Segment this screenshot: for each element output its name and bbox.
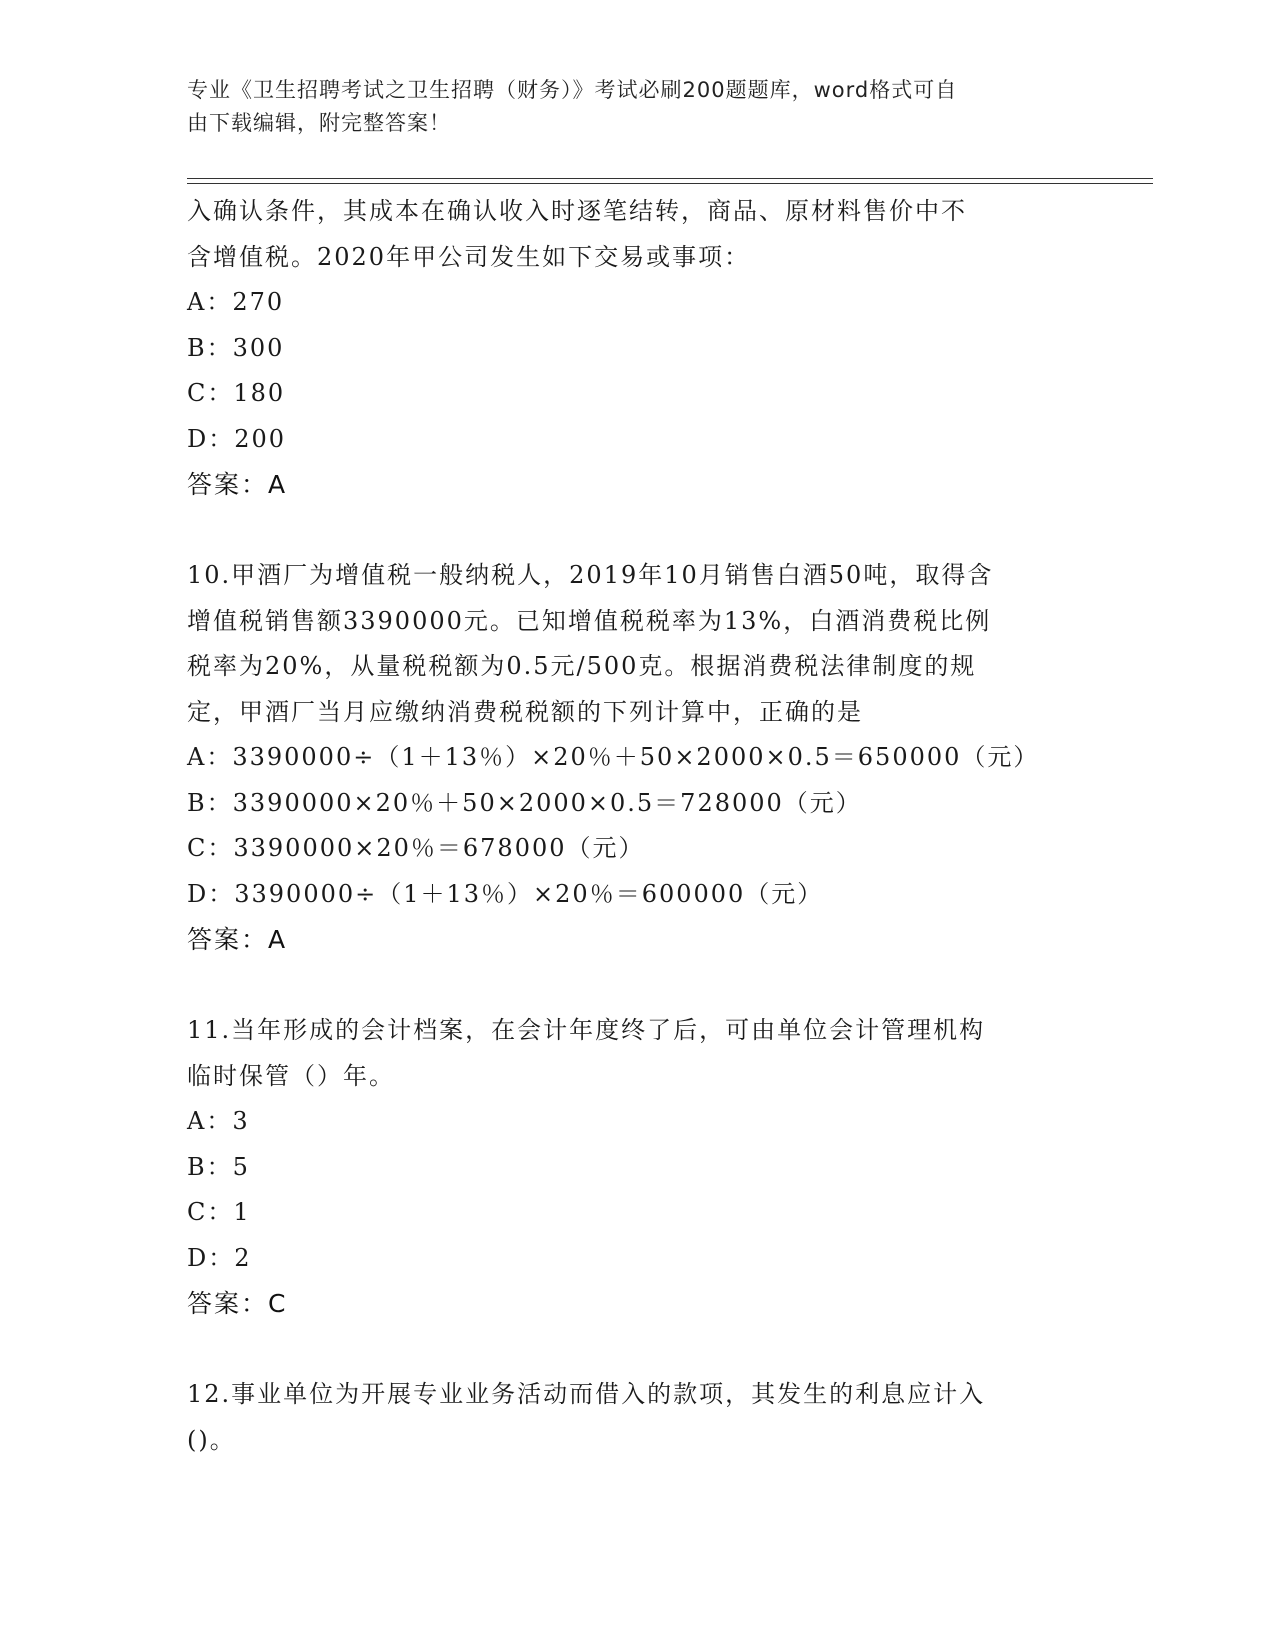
question-10-stem-line-1: 10.甲酒厂为增值税一般纳税人，2019年10月销售白酒50吨，取得含 <box>187 561 994 589</box>
question-10-option-d: D：3390000÷（1＋13％）×20％＝600000（元） <box>187 879 824 908</box>
question-10-option-c: C：3390000×20％＝678000（元） <box>187 834 645 862</box>
header-title-line-1: 专业《卫生招聘考试之卫生招聘（财务）》考试必刷200题题库，word格式可自 <box>187 78 958 102</box>
question-11-stem-line-1: 11.当年形成的会计档案，在会计年度终了后，可由单位会计管理机构 <box>187 1016 986 1044</box>
question-12 <box>187 1372 1087 1463</box>
question-9-option-b: B：300 <box>187 333 285 362</box>
question-10-stem-line-4: 定，甲酒厂当月应缴纳消费税税额的下列计算中，正确的是 <box>187 697 863 726</box>
question-list <box>187 189 1087 1463</box>
spacer <box>187 508 1087 554</box>
question-11-option-b: B：5 <box>187 1152 250 1181</box>
question-11-stem-line-2: 临时保管（）年。 <box>187 1061 395 1090</box>
question-12-stem-line-1: 12.事业单位为开展专业业务活动而借入的款项，其发生的利息应计入 <box>187 1380 986 1408</box>
question-11 <box>187 1008 1087 1327</box>
question-10-option-a: A：3390000÷（1＋13％）×20％＋50×2000×0.5＝650000（元） <box>187 743 1040 771</box>
question-9 <box>187 189 1087 508</box>
question-11-option-d: D：2 <box>187 1243 252 1272</box>
question-9-answer: 答案：A <box>187 470 288 499</box>
question-12-stem-line-2: ()。 <box>187 1425 236 1454</box>
question-10-option-b: B：3390000×20％＋50×2000×0.5＝728000（元） <box>187 788 862 817</box>
question-9-option-d: D：200 <box>187 424 287 453</box>
document-header <box>187 74 1067 140</box>
question-9-option-a: A：270 <box>187 288 285 316</box>
spacer <box>187 1327 1087 1373</box>
question-10 <box>187 553 1087 963</box>
header-divider-top <box>187 178 1153 179</box>
question-9-stem-line-2: 含增值税。2020年甲公司发生如下交易或事项： <box>187 242 751 271</box>
question-11-answer: 答案：C <box>187 1289 288 1318</box>
spacer <box>187 963 1087 1009</box>
question-9-stem-line-1: 入确认条件，其成本在确认收入时逐笔结转，商品、原材料售价中不 <box>187 197 967 225</box>
question-11-option-a: A：3 <box>187 1107 250 1135</box>
question-9-option-c: C：180 <box>187 379 286 407</box>
header-divider-bottom <box>187 183 1153 184</box>
question-10-stem-line-3: 税率为20%，从量税税额为0.5元/500克。根据消费税法律制度的规 <box>187 652 977 680</box>
question-10-answer: 答案：A <box>187 925 288 954</box>
question-11-option-c: C：1 <box>187 1198 251 1226</box>
question-10-stem-line-2: 增值税销售额3390000元。已知增值税税率为13%，白酒消费税比例 <box>187 606 992 635</box>
header-title-line-2: 由下载编辑，附完整答案！ <box>187 111 451 135</box>
